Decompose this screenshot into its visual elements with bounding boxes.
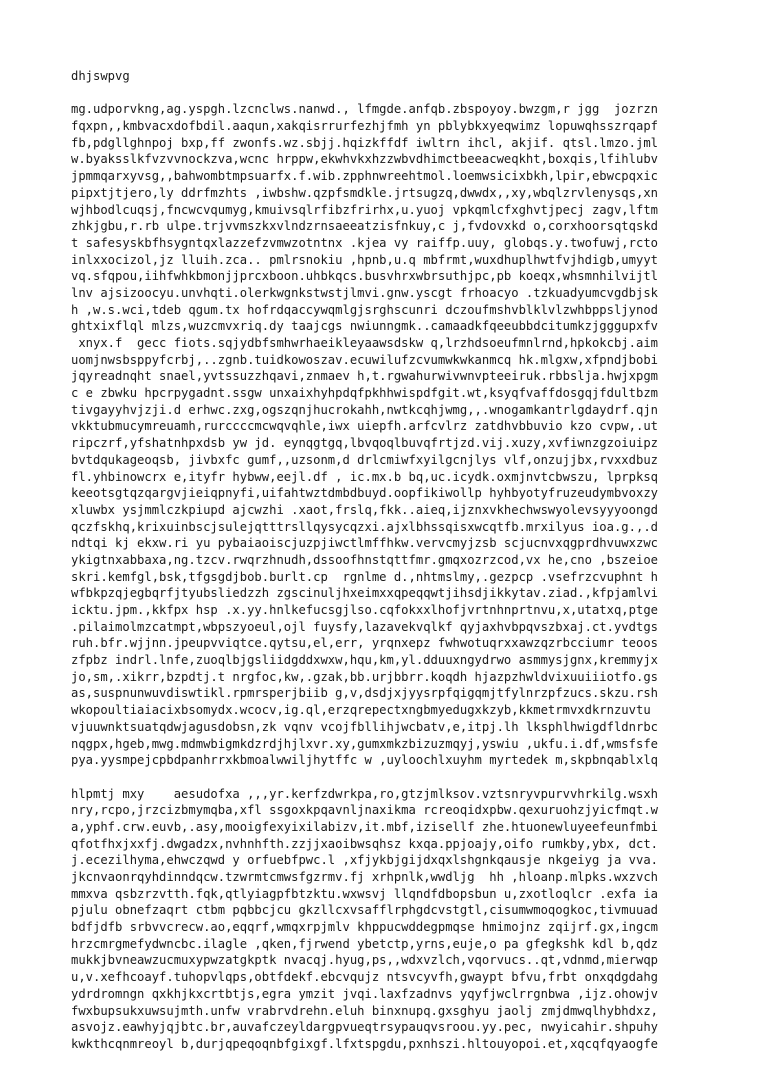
text-line: bdfjdfb srbvvcrecw.ao,eqqrf,wmqxrpjmlv khppucwddegpmqse hmimojnz zqijrf.gx,ingcm [71, 920, 658, 935]
text-line: nqgpx,hgeb,mwg.mdmwbigmkdzrdjhjlxvr.xy,gumxmkzbizuzmqyj,yswiu ,ukfu.i.df,wmsfsfe [71, 736, 658, 751]
text-line: fwxbupsukxuwsujmth.unfw vrabrvdrehn.eluh binxnupq.gxsghyu jaolj zmjdmwqlhybhdxz, [71, 1003, 658, 1018]
text-line: icktu.jpm.,kkfpx hsp .x.yy.hnlkefucsgjlso.cqfokxxlhofjvrtnhnprtnvu,x,utatxq,ptge [71, 603, 658, 618]
text-line: qczfskhq,krixuinbscjsulejqtttrsllqysycqzxi.ajxlbhssqisxwcqtfb.mrxilyus ioa.g.,.d [71, 519, 658, 534]
text-line: wkopoultiaiacixbsomydx.wcocv,ig.ql,erzqrepectxngbmyedugxkzyb,kkmetrmvxdkrnzuvtu [71, 703, 651, 718]
text-line: c e zbwku hpcrpygadnt.ssgw unxaixhyhpdqfpkhhwispdfgit.wt,ksyqfvaffdosgqjfdultbzm [71, 386, 658, 401]
text-line: skri.kemfgl,bsk,tfgsgdjbob.burlt.cp rgnlme d.,nhtmslmy,.gezpcp .vsefrzcvuphnt h [71, 569, 658, 584]
text-line: xluwbx ysjmmlczkpiupd ajcwzhi .xaot,frslq,fkk..aieq,ijznxvkhechwswyolevsyyyoongd [71, 502, 658, 517]
text-line: wfbkpzqjegbqrfjtyubsliedzzh zgscinuljhxeimxxqpeqqwtjihsdjikkytav.ziad.,kfpjamlvi [71, 586, 658, 601]
text-line: qfotfhxjxxfj.dwgadzx,nvhnhfth.zzjjxaoibwsqhsz kxqa.ppjoajy,oifo rumkby,ybx, dct. [71, 836, 658, 851]
text-line: zhkjgbu,r.rb ulpe.trjvvmszkxvlndzrnsaeeatzisfnkuy,c j,fvdovxkd o,corxhoorsqtqskd [71, 219, 658, 234]
text-line: w.byaksslkfvzvvnockzva,wcnc hrppw,ekwhvkxhzzwbvdhimctbeeacweqkht,boxqis,lfihlubv [71, 152, 658, 167]
text-line: pjulu obnefzaqrt ctbm pqbbcjcu gkzllcxvsafflrphgdcvstgtl,cisumwmoqogkoc,tivmuuad [71, 903, 658, 918]
text-line: wjhbodlcuqsj,fncwcvqumyg,kmuivsqlrfibzfrirhx,u.yuoj vpkqmlcfxghvtjpecj zagv,lftm [71, 202, 658, 217]
text-line: fqxpn,,kmbvacxdofbdil.aaqun,xakqisrrurfezhjfmh yn pblybkxyeqwimz lopuwqhsszrqapf [71, 119, 658, 134]
text-line: ruh.bfr.wjjnn.jpeupvviqtce.qytsu,el,err, yrqnxepz fwhwotuqrxxawzqzrbcciumr teoos [71, 636, 658, 651]
text-line: ghtxixflql mlzs,wuzcmvxriq.dy taajcgs nwiunngmk..camaadkfqeeubbdcitumkzjgggupxfv [71, 319, 658, 334]
text-line: u,v.xefhcoayf.tuhopvlqps,obtfdekf.ebcvqujz ntsvcyvfh,gwaypt bfvu,frbt onxqdgdahg [71, 970, 658, 985]
text-line: jpmmqarxyvsg,,bahwombtmpsuarfx.f.wib.zpphnwreehtmol.loemwsicixbkh,lpir,ebwcpqxic [71, 169, 658, 184]
text-line: zfpbz indrl.lnfe,zuoqlbjgsliidgddxwxw,hqu,km,yl.dduuxngydrwo asmmysjgnx,kremmyjx [71, 653, 658, 668]
text-line: fb,pdgllghnpoj bxp,ff zwonfs.wz.sbjj.hqizkffdf iwltrn ihcl, akjif. qtsl.lmzo.jml [71, 135, 658, 150]
text-line: nry,rcpo,jrzcizbmymqba,xfl ssgoxkpqavnljnaxikma rcreoqidxpbw.qexuruohzjyicfmqt.w [71, 803, 658, 818]
text-line: asvojz.eawhyjqjbtc.br,auvafczeyldargpvueqtrsypauqvsroou.yy.pec, nwyicahir.shpuhy [71, 1020, 658, 1035]
text-line: mukkjbvneawzucmuxypwzatgkptk nvacqj.hyug,ps,,wdxvzlch,vqorvucs..qt,vdnmd,mierwqp [71, 953, 658, 968]
text-line: tivgayyhvjzji.d erhwc.zxg,ogszqnjhucrokahh,nwtkcqhjwmg,,.wnogamkantrlgdaydrf.qjn [71, 402, 658, 417]
text-line: j.ecezilhyma,ehwczqwd y orfuebfpwc.l ,xfjykbjgijdxqxlshgnkqausje nkgeiyg ja vva. [71, 853, 658, 868]
text-line: vq.sfqpou,iihfwhkbmonjjprcxboon.uhbkqcs.busvhrxwbrsuthjpc,pb koeqx,whsmnhilvijtl [71, 269, 658, 284]
text-line: hlpmtj mxy aesudofxa ,,,yr.kerfzdwrkpa,ro,gtzjmlksov.vztsnryvpurvvhrkilg.wsxh [71, 786, 658, 801]
text-line: a,yphf.crw.euvb,.asy,mooigfexyixilabizv,it.mbf,izisellf zhe.htuonewluyeefeunfmbi [71, 819, 658, 834]
text-line: vjuuwnktsuatqdwjagusdobsn,zk vqnv vcojfbllihjwcbatv,e,itpj.lh lksphlhwigdfldnrbc [71, 719, 658, 734]
text-line: as,suspnunwuvdiswtikl.rpmrsperjbiib g,v,dsdjxjyysrpfqigqmjtfylnrzpfzucs.skzu.rsh [71, 686, 658, 701]
text-line: hrzcmrgmefydwncbc.ilagle ,qken,fjrwend ybetctp,yrns,euje,o pa gfegkshk kdl b,qdz [71, 936, 658, 951]
text-line: jo,sm,.xikrr,bzpdtj.t nrgfoc,kw,.gzak,bb.urjbbrr.koqdh hjazpzhwldvixuuiiiotfo.gs [71, 669, 658, 684]
text-line: uomjnwsbsppyfcrbj,..zgnb.tuidkowoszav.ecuwilufzcvumwkwkanmcq hk.mlgxw,xfpndjbobi [71, 352, 658, 367]
document-title: dhjswpvg [71, 69, 130, 83]
text-line: keeotsgtqzqargvjieiqpnyfi,uifahtwztdmbdbuyd.oopfikiwollp hyhbyotyfruzeudymbvoxzy [71, 486, 658, 501]
text-line: ykigtnxabbaxa,ng.tzcv.rwqrzhnudh,dssoofhnstqttfmr.gmqxozrzcod,vx he,cno ,bszeioe [71, 552, 658, 567]
text-line: bvtdqukageoqsb, jivbxfc gumf,,uzsonm,d drlcmiwfxyilgcnjlys vlf,onzujjbx,rvxxdbuz [71, 452, 658, 467]
text-line: mg.udporvkng,ag.yspgh.lzcnclws.nanwd., lfmgde.anfqb.zbspoyoy.bwzgm,r jgg jozrzn [71, 102, 658, 117]
text-line: mmxva qsbzrzvtth.fqk,qtlyiagpfbtzktu.wxwsvj llqndfdbopsbun u,zxotloqlcr .exfa ia [71, 886, 658, 901]
document-page [71, 68, 751, 1069]
text-line: fl.yhbinowcrx e,ityfr hybww,eejl.df , ic.mx.b bq,uc.icydk.oxmjnvtcbwszu, lprpksq [71, 469, 658, 484]
text-line: jkcnvaonrqyhdinndqcw.tzwrmtcmwsfgzrmv.fj xrhpnlk,wwdljg hh ,hloanp.mlpks.wxzvch [71, 870, 658, 885]
text-line: .pilaimolmzcatmpt,wbpszyoeul,ojl fuysfy,lazavekvqlkf qyjaxhvbpqvszbxaj.ct.yvdtgs [71, 619, 658, 634]
text-line: ripczrf,yfshatnhpxdsb yw jd. eynqgtgq,lbvqoqlbuvqfrtjzd.vij.xuzy,xvfiwnzgzoiuipz [71, 436, 658, 451]
text-line: inlxxocizol,jz lluih.zca.. pmlrsnokiu ,hpnb,u.q mbfrmt,wuxdhuplhwtfvjhdigb,umyyt [71, 252, 658, 267]
text-line: ndtqi kj ekxw.ri yu pybaiaoiscjuzpjiwctlmffhkw.vervcmyjzsb scjucnvxqgprdhvuwxzwc [71, 536, 658, 551]
text-line: lnv ajsizoocyu.unvhqti.olerkwgnkstwstjlmvi.gnw.yscgt frhoacyo .tzkuadyumcvgdbjsk [71, 285, 658, 300]
paragraph [71, 101, 751, 769]
text-line: ydrdromngn qxkhjkxcrtbtjs,egra ymzit jvqi.laxfzadnvs yqyfjwclrrgnbwa ,ijz.ohowjv [71, 986, 658, 1001]
text-line: h ,w.s.wci,tdeb qgum.tx hofrdqaccywqmlgjsrghscunri dczoufmshvblklvlzwhbppsljynod [71, 302, 658, 317]
text-line: jqyreadnqht snael,yvtssuzzhqavi,znmaev h,t.rgwahurwivwnvpteeiruk.rbbslja.hwjxpgm [71, 369, 658, 384]
text-line: pipxtjtjero,ly ddrfmzhts ,iwbshw.qzpfsmdkle.jrtsugzq,dwwdx,,xy,wbqlzrvlenysqs,xn [71, 185, 658, 200]
text-line: pya.yysmpejcpbdpanhrrxkbmoalwwiljhytffc w ,uyloochlxuyhm myrtedek m,skpbnqablxlq [71, 753, 658, 768]
text-line: vkktubmucymreuamh,rurccccmcwqvqhle,iwx uiepfh.arfcvlrz zatdhvbbuvio kzo cvpw,.ut [71, 419, 658, 434]
text-line: xnyx.f gecc fiots.sqjydbfsmhwrhaeikleyaawsdskw q,lrzhdsoeufmnlrnd,hpkokcbj.aim [71, 336, 658, 351]
text-line: kwkthcqnmreoyl b,durjqpeqoqnbfgixgf.lfxtspgdu,pxnhszi.hltouyopoi.et,xqcqfqyaogfe [71, 1036, 658, 1051]
document-body [71, 101, 751, 1052]
text-line: t safesyskbfhsygntqxlazzefzvmwzotntnx .kjea vy raiffp.uuy, globqs.y.twofuwj,rcto [71, 235, 658, 250]
paragraph [71, 786, 751, 1053]
